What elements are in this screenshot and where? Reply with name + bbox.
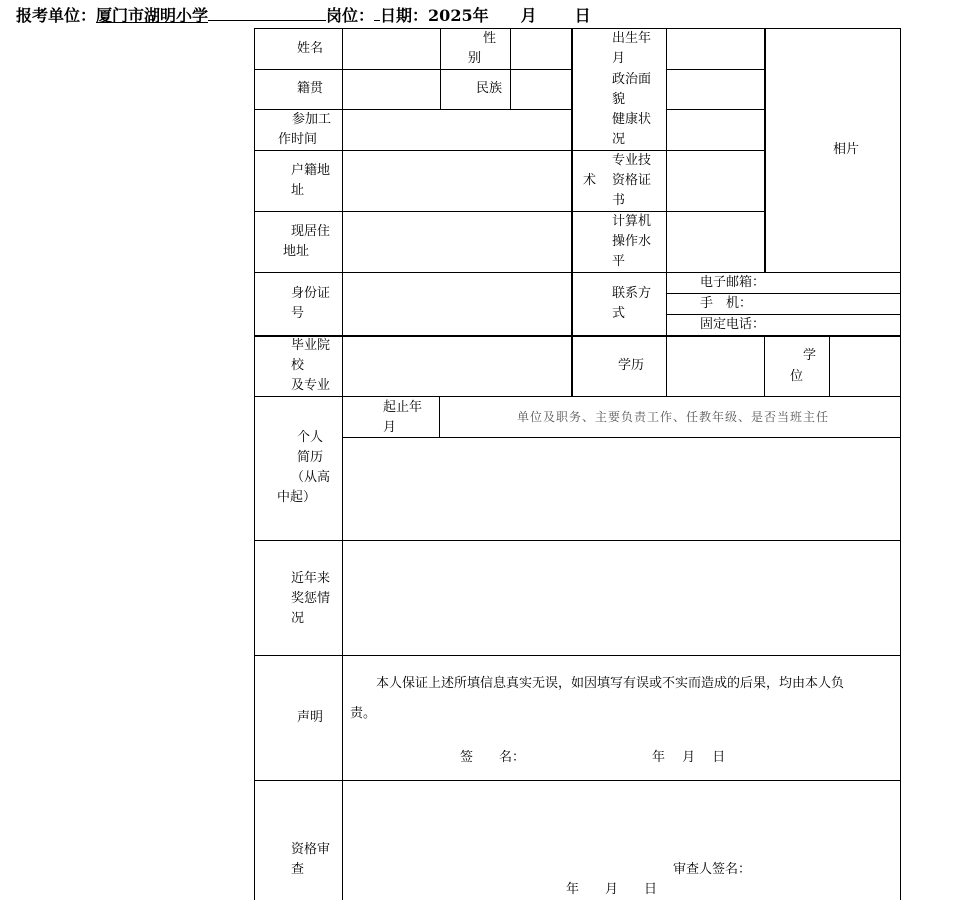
declaration-text-line-2: 责。 xyxy=(350,706,377,721)
label-birth-1: 出生年 xyxy=(612,31,652,46)
unit-underline xyxy=(208,6,326,21)
label-hukou-2: 址 xyxy=(291,183,305,198)
divider xyxy=(764,335,765,396)
label-awards-3: 况 xyxy=(291,611,305,626)
ethnic-field[interactable] xyxy=(511,70,570,108)
awards-field[interactable] xyxy=(343,541,899,654)
label-native: 籍贯 xyxy=(297,81,324,96)
date-day: 日 xyxy=(574,6,591,25)
label-residence-2: 地址 xyxy=(283,244,310,259)
label-cert-1: 专业技 xyxy=(612,153,652,168)
label-contact-2: 式 xyxy=(612,306,626,321)
label-cert-3: 书 xyxy=(612,193,626,208)
row-line xyxy=(254,396,901,397)
label-health-1: 健康状 xyxy=(612,112,652,127)
date-label: 日期：2025年 xyxy=(380,6,489,25)
label-review-2: 查 xyxy=(291,862,305,877)
education-field[interactable] xyxy=(667,337,763,395)
label-id-2: 号 xyxy=(291,306,305,321)
cert-field[interactable] xyxy=(667,151,763,210)
label-resume-1: 个人 xyxy=(297,430,324,445)
label-email: 电子邮箱： xyxy=(700,275,766,290)
label-school-1: 毕业院 xyxy=(291,338,331,353)
label-degree-1: 学 xyxy=(803,348,817,363)
label-period-2: 月 xyxy=(383,420,397,435)
label-resume-4: 中起） xyxy=(277,490,317,505)
label-political-2: 貌 xyxy=(612,92,626,107)
label-resume-2: 简历 xyxy=(297,450,324,465)
label-hukou-1: 户籍地 xyxy=(291,163,331,178)
label-reviewer: 审查人签名： xyxy=(673,862,752,877)
label-computer-1: 计算机 xyxy=(612,214,652,229)
label-phone: 固定电话： xyxy=(700,317,766,332)
computer-field[interactable] xyxy=(667,212,763,271)
label-id-1: 身份证 xyxy=(291,286,331,301)
label-school-3: 及专业 xyxy=(291,378,331,393)
native-field[interactable] xyxy=(343,70,439,108)
hukou-field[interactable] xyxy=(343,151,570,210)
review-date: 年 月 日 xyxy=(566,882,658,897)
health-field[interactable] xyxy=(667,110,763,149)
email-field[interactable] xyxy=(763,274,899,292)
declaration-text-line-1: 本人保证上述所填信息真实无误，如因填写有误或不实而造成的后果，均由本人负 xyxy=(376,676,845,691)
label-photo: 相片 xyxy=(833,142,860,157)
label-computer-3: 平 xyxy=(612,254,626,269)
label-gender-2: 别 xyxy=(468,51,482,66)
label-declaration: 声明 xyxy=(297,710,324,725)
resume-field[interactable] xyxy=(343,438,899,539)
label-ethnic: 民族 xyxy=(476,81,503,96)
label-work-1: 参加工 xyxy=(292,112,332,127)
label-education: 学历 xyxy=(618,358,645,373)
signature-field[interactable] xyxy=(527,746,637,768)
label-degree-2: 位 xyxy=(790,369,804,384)
unit-label: 报考单位： xyxy=(16,6,97,25)
phone-field[interactable] xyxy=(763,316,899,334)
name-field[interactable] xyxy=(343,29,439,68)
label-political-1: 政治面 xyxy=(612,72,652,87)
row-line xyxy=(254,655,901,656)
form-header xyxy=(16,3,591,26)
label-period-1: 起止年 xyxy=(383,400,423,415)
degree-field[interactable] xyxy=(830,337,899,395)
position-label: 岗位： xyxy=(326,6,375,25)
label-awards-1: 近年来 xyxy=(291,571,331,586)
school-field[interactable] xyxy=(343,337,570,395)
divider xyxy=(439,396,440,437)
residence-field[interactable] xyxy=(343,212,570,271)
label-birth-2: 月 xyxy=(612,51,626,66)
label-computer-2: 操作水 xyxy=(612,234,652,249)
label-contact-1: 联系方 xyxy=(612,286,652,301)
gender-field[interactable] xyxy=(511,29,570,68)
table-border-left xyxy=(254,28,255,900)
unit-value[interactable]: 厦门市湖明小学 xyxy=(96,6,209,25)
label-gender-1: 性 xyxy=(483,31,497,46)
label-health-2: 况 xyxy=(612,132,626,147)
label-awards-2: 奖惩情 xyxy=(291,591,331,606)
label-residence-1: 现居住 xyxy=(291,224,331,239)
label-name: 姓名 xyxy=(297,41,324,56)
political-field[interactable] xyxy=(667,70,763,108)
birth-field[interactable] xyxy=(667,29,763,68)
work-start-field[interactable] xyxy=(343,110,570,149)
label-cert-2: 资格证 xyxy=(612,173,652,188)
label-sign: 签 名： xyxy=(460,750,526,765)
label-school-2: 校 xyxy=(291,358,305,373)
table-border-right xyxy=(900,28,901,900)
date-month: 月 xyxy=(520,6,537,25)
label-mobile: 手 机： xyxy=(700,296,753,311)
label-resume-3: （从高 xyxy=(291,470,331,485)
divider xyxy=(571,28,573,396)
label-review-1: 资格审 xyxy=(291,842,331,857)
label-work-2: 作时间 xyxy=(278,132,318,147)
resume-column-note: 单位及职务、主要负责工作、任教年级、是否当班主任 xyxy=(517,410,830,424)
label-cert-tech: 术 xyxy=(583,173,597,188)
mobile-field[interactable] xyxy=(763,295,899,313)
sign-date: 年 月 日 xyxy=(652,750,726,765)
id-field[interactable] xyxy=(343,273,570,334)
